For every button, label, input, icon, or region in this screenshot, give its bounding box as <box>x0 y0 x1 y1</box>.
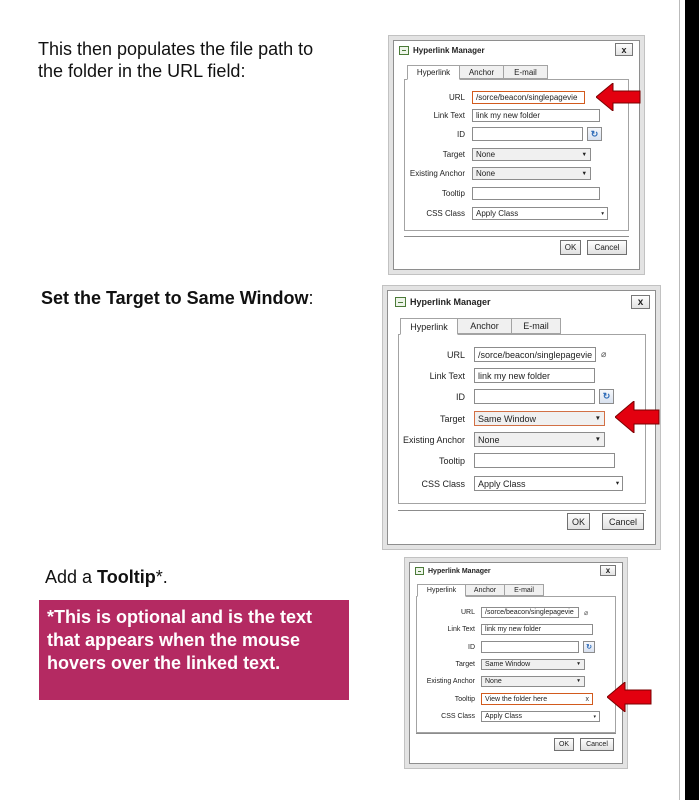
link-text-row <box>398 368 595 383</box>
chevron-down-icon: ▼ <box>581 170 587 177</box>
tab-hyperlink[interactable]: Hyperlink <box>407 65 460 80</box>
chevron-down-icon: ▼ <box>576 679 581 684</box>
tab-email[interactable]: E-mail <box>503 65 548 79</box>
chevron-down-icon: ▾ <box>601 210 604 217</box>
existing-anchor-row <box>416 676 585 687</box>
link-text-label: Link Text <box>433 111 465 120</box>
dialog-title-bar: Hyperlink Manager <box>388 291 655 313</box>
url-row <box>398 347 606 362</box>
css-class-row <box>404 207 608 220</box>
step1-instruction: This then populates the file path to the folder in the URL field: <box>38 39 314 81</box>
id-row <box>416 641 595 653</box>
existing-anchor-select[interactable]: None ▼ <box>481 676 585 687</box>
tab-email[interactable]: E-mail <box>504 584 544 596</box>
id-label: ID <box>456 391 465 402</box>
link-text-row <box>404 109 600 122</box>
refresh-icon[interactable]: ↻ <box>587 127 602 141</box>
link-text-label: Link Text <box>429 370 465 381</box>
css-class-label: CSS Class <box>426 209 465 218</box>
id-row <box>404 127 602 141</box>
existing-anchor-label: Existing Anchor <box>402 434 465 445</box>
cancel-button[interactable]: Cancel <box>580 738 614 751</box>
dialog-title-bar: Hyperlink Manager <box>394 41 639 59</box>
cancel-button[interactable]: Cancel <box>602 513 644 530</box>
css-class-row <box>398 476 623 491</box>
existing-anchor-label: Existing Anchor <box>426 678 475 685</box>
link-text-label: Link Text <box>447 626 475 633</box>
ok-button[interactable]: OK <box>560 240 581 255</box>
paperclip-icon[interactable]: ⌀ <box>601 349 607 359</box>
tab-hyperlink[interactable]: Hyperlink <box>400 318 458 335</box>
css-class-select[interactable]: Apply Class ▾ <box>474 476 623 491</box>
dialog-title-bar: Hyperlink Manager <box>410 563 622 579</box>
cancel-button[interactable]: Cancel <box>587 240 627 255</box>
target-label: Target <box>455 661 475 668</box>
dialog-separator <box>416 733 616 734</box>
tooltip-input[interactable] <box>472 187 600 200</box>
url-label: URL <box>448 93 465 102</box>
tooltip-label: Tooltip <box>454 695 475 703</box>
tab-anchor[interactable]: Anchor <box>465 584 505 596</box>
ok-button[interactable]: OK <box>554 738 574 751</box>
pointer-arrow-icon <box>615 401 661 433</box>
target-label: Target <box>442 150 465 159</box>
close-button[interactable]: x <box>615 43 633 56</box>
existing-anchor-row <box>398 432 605 447</box>
chevron-down-icon: ▼ <box>594 415 601 422</box>
chevron-down-icon: ▼ <box>581 151 587 158</box>
url-input[interactable]: /sorce/beacon/singlepagevie <box>474 347 596 362</box>
existing-anchor-select[interactable]: None ▼ <box>472 167 591 180</box>
tooltip-input[interactable]: View the folder here x <box>481 693 593 705</box>
css-class-label: CSS Class <box>441 713 475 720</box>
tab-hyperlink[interactable]: Hyperlink <box>417 584 466 597</box>
chevron-down-icon: ▼ <box>594 436 601 443</box>
url-input[interactable]: /sorce/beacon/singlepagevie <box>481 607 579 618</box>
id-label: ID <box>468 643 475 651</box>
chevron-down-icon: ▾ <box>593 714 596 720</box>
link-text-input[interactable]: link my new folder <box>481 624 593 635</box>
tab-anchor[interactable]: Anchor <box>457 318 512 334</box>
step3-bold-text: Tooltip <box>97 567 156 587</box>
dialog-tabs <box>407 65 547 80</box>
id-input[interactable] <box>472 127 583 141</box>
dialog-separator <box>398 510 646 511</box>
hyperlink-manager-dialog-1 <box>393 40 640 270</box>
id-input[interactable] <box>481 641 579 653</box>
step3-instruction: Add a Tooltip*. <box>45 567 168 587</box>
close-button[interactable]: x <box>631 295 650 309</box>
css-class-select[interactable]: Apply Class ▾ <box>472 207 608 220</box>
css-class-select[interactable]: Apply Class ▾ <box>481 711 600 722</box>
url-input[interactable]: /sorce/beacon/singlepagevie <box>472 91 585 104</box>
tooltip-label: Tooltip <box>441 189 465 198</box>
tooltip-row <box>398 453 615 468</box>
url-row <box>416 607 588 618</box>
target-row <box>416 659 585 670</box>
ok-button[interactable]: OK <box>567 513 590 530</box>
id-row <box>398 389 614 404</box>
url-label: URL <box>460 609 475 616</box>
target-select[interactable]: Same Window ▼ <box>481 659 585 670</box>
tab-anchor[interactable]: Anchor <box>459 65 504 79</box>
existing-anchor-select[interactable]: None ▼ <box>474 432 605 447</box>
css-class-row <box>416 711 600 722</box>
chevron-down-icon: ▾ <box>615 480 619 487</box>
optional-note: *This is optional and is the text that appears when the mouse hovers over the linked text. <box>39 600 349 700</box>
existing-anchor-row <box>404 167 591 180</box>
hyperlink-manager-dialog-3 <box>409 562 623 764</box>
hyperlink-manager-icon <box>395 297 406 307</box>
target-select[interactable]: None ▼ <box>472 148 591 161</box>
page-divider <box>679 0 680 800</box>
hyperlink-manager-icon <box>415 567 424 575</box>
step2-instruction: Set the Target to Same Window: <box>41 288 314 308</box>
existing-anchor-label: Existing Anchor <box>409 169 465 178</box>
close-button[interactable]: x <box>600 565 616 576</box>
tooltip-label: Tooltip <box>438 455 465 466</box>
target-row <box>404 148 591 161</box>
hyperlink-manager-icon <box>399 46 409 55</box>
step2-bold-text: Set the Target to Same Window <box>41 288 309 308</box>
pointer-arrow-icon <box>596 83 642 111</box>
id-input[interactable] <box>474 389 595 404</box>
link-text-input[interactable]: link my new folder <box>472 109 600 122</box>
url-row <box>404 91 585 104</box>
id-label: ID <box>457 129 465 139</box>
link-text-row <box>416 624 593 635</box>
paperclip-icon[interactable]: ⌀ <box>584 609 589 617</box>
tooltip-row <box>404 187 600 200</box>
tooltip-input[interactable] <box>474 453 615 468</box>
tooltip-row <box>416 693 593 705</box>
refresh-icon[interactable]: ↻ <box>583 641 595 653</box>
target-row <box>398 411 605 426</box>
page-right-border <box>685 0 699 800</box>
tab-email[interactable]: E-mail <box>511 318 561 334</box>
refresh-icon[interactable]: ↻ <box>599 389 614 404</box>
dialog-tabs <box>400 318 560 335</box>
dialog-separator <box>404 236 629 237</box>
css-class-label: CSS Class <box>421 478 465 489</box>
url-label: URL <box>446 349 465 360</box>
chevron-down-icon: ▼ <box>576 662 581 667</box>
target-select[interactable]: Same Window ▼ <box>474 411 605 426</box>
link-text-input[interactable]: link my new folder <box>474 368 595 383</box>
clear-icon[interactable]: x <box>585 695 589 703</box>
pointer-arrow-icon <box>607 682 653 712</box>
target-label: Target <box>439 413 465 424</box>
